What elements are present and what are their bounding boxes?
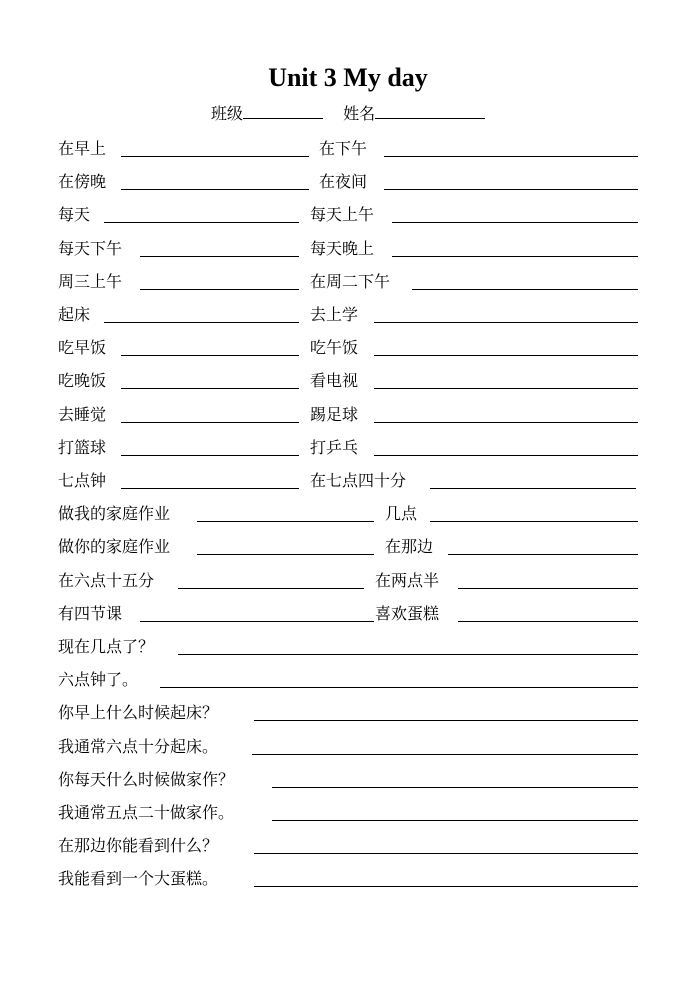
phrase-label: 踢足球 <box>310 404 359 424</box>
phrase-label: 有四节课 <box>58 603 123 623</box>
answer-blank[interactable] <box>374 455 638 456</box>
phrase-row <box>0 236 696 262</box>
phrase-label: 吃晚饭 <box>58 371 107 391</box>
phrase-label: 在夜间 <box>319 172 368 192</box>
phrase-row <box>0 601 696 627</box>
answer-blank[interactable] <box>374 388 638 389</box>
sentence-label: 我通常五点二十做家作。 <box>58 803 235 822</box>
answer-blank[interactable] <box>252 754 638 755</box>
sentence-label: 我通常六点十分起床。 <box>58 736 219 756</box>
sentence-row <box>0 833 696 859</box>
phrase-label: 每天 <box>58 205 91 225</box>
phrase-label: 去上学 <box>310 305 359 324</box>
phrase-label: 每天晚上 <box>310 238 375 258</box>
sentence-label: 我能看到一个大蛋糕。 <box>58 869 219 889</box>
phrase-label: 在两点半 <box>375 570 440 590</box>
phrase-label: 每天上午 <box>310 205 375 225</box>
student-info <box>0 101 696 127</box>
answer-blank[interactable] <box>178 588 364 589</box>
phrase-label: 在七点四十分 <box>310 471 407 490</box>
phrase-label: 做你的家庭作业 <box>58 537 171 557</box>
answer-blank[interactable] <box>140 621 374 622</box>
answer-blank[interactable] <box>121 355 299 356</box>
sentence-label: 在那边你能看到什么？ <box>58 836 219 856</box>
answer-blank[interactable] <box>392 256 638 257</box>
phrase-row <box>0 501 696 527</box>
answer-blank[interactable] <box>430 521 638 522</box>
sentence-row <box>0 866 696 892</box>
phrase-label: 做我的家庭作业 <box>58 504 171 524</box>
sentence-row <box>0 767 696 793</box>
name-blank[interactable] <box>375 101 485 119</box>
phrase-row <box>0 368 696 394</box>
sentence-row <box>0 734 696 760</box>
answer-blank[interactable] <box>121 156 309 157</box>
phrase-label: 看电视 <box>310 371 359 391</box>
sentence-row <box>0 800 696 826</box>
phrase-row <box>0 435 696 461</box>
phrase-label: 在下午 <box>319 139 368 158</box>
answer-blank[interactable] <box>140 256 299 257</box>
phrase-label: 七点钟 <box>58 471 107 490</box>
phrase-label: 在周二下午 <box>310 271 391 291</box>
answer-blank[interactable] <box>374 322 638 323</box>
sentence-row <box>0 700 696 726</box>
class-label: 班级 <box>210 104 243 123</box>
phrase-label: 喜欢蛋糕 <box>375 603 440 623</box>
phrase-row <box>0 402 696 428</box>
phrase-label: 几点 <box>385 504 418 524</box>
phrase-label: 在早上 <box>58 139 107 158</box>
answer-blank[interactable] <box>121 455 299 456</box>
phrase-row <box>0 568 696 594</box>
class-blank[interactable] <box>243 101 323 119</box>
answer-blank[interactable] <box>178 654 638 655</box>
sentence-label: 你早上什么时候起床？ <box>58 703 219 723</box>
phrase-row <box>0 534 696 560</box>
phrase-label: 打篮球 <box>58 437 107 457</box>
sentence-label: 你每天什么时候做家作？ <box>58 769 235 789</box>
answer-blank[interactable] <box>448 554 638 555</box>
answer-blank[interactable] <box>458 621 638 622</box>
answer-blank[interactable] <box>121 189 309 190</box>
answer-blank[interactable] <box>272 820 638 821</box>
answer-blank[interactable] <box>374 422 638 423</box>
phrase-label: 每天下午 <box>58 238 123 258</box>
answer-blank[interactable] <box>140 289 299 290</box>
phrase-row <box>0 169 696 195</box>
phrase-label: 吃午饭 <box>310 338 359 358</box>
answer-blank[interactable] <box>121 422 299 423</box>
answer-blank[interactable] <box>104 222 299 223</box>
answer-blank[interactable] <box>160 687 638 688</box>
phrase-label: 起床 <box>58 305 91 324</box>
answer-blank[interactable] <box>412 289 638 290</box>
phrase-label: 在那边 <box>385 537 434 557</box>
answer-blank[interactable] <box>104 322 299 323</box>
phrase-label: 打乒乓 <box>310 437 359 457</box>
phrase-label: 周三上午 <box>58 271 123 291</box>
phrase-label: 在六点十五分 <box>58 570 155 590</box>
phrase-row <box>0 335 696 361</box>
answer-blank[interactable] <box>197 521 374 522</box>
answer-blank[interactable] <box>197 554 374 555</box>
answer-blank[interactable] <box>392 222 638 223</box>
answer-blank[interactable] <box>430 488 636 489</box>
answer-blank[interactable] <box>458 588 638 589</box>
phrase-row <box>0 202 696 228</box>
sentence-row <box>0 634 696 660</box>
phrase-row <box>0 269 696 295</box>
answer-blank[interactable] <box>121 488 299 489</box>
answer-blank[interactable] <box>254 720 638 721</box>
phrase-row <box>0 302 696 328</box>
phrase-row <box>0 136 696 162</box>
worksheet-title: Unit 3 My day <box>268 63 428 92</box>
name-label: 姓名 <box>343 104 376 123</box>
answer-blank[interactable] <box>374 355 638 356</box>
sentence-row <box>0 667 696 693</box>
answer-blank[interactable] <box>384 156 638 157</box>
phrase-label: 吃早饭 <box>58 338 107 358</box>
sentence-label: 六点钟了。 <box>58 670 139 690</box>
answer-blank[interactable] <box>121 388 299 389</box>
phrase-label: 去睡觉 <box>58 404 107 424</box>
answer-blank[interactable] <box>272 787 638 788</box>
answer-blank[interactable] <box>384 189 638 190</box>
sentence-label: 现在几点了？ <box>58 637 155 656</box>
answer-blank[interactable] <box>254 886 638 887</box>
phrase-label: 在傍晚 <box>58 172 107 192</box>
answer-blank[interactable] <box>254 853 638 854</box>
phrase-row <box>0 468 696 494</box>
